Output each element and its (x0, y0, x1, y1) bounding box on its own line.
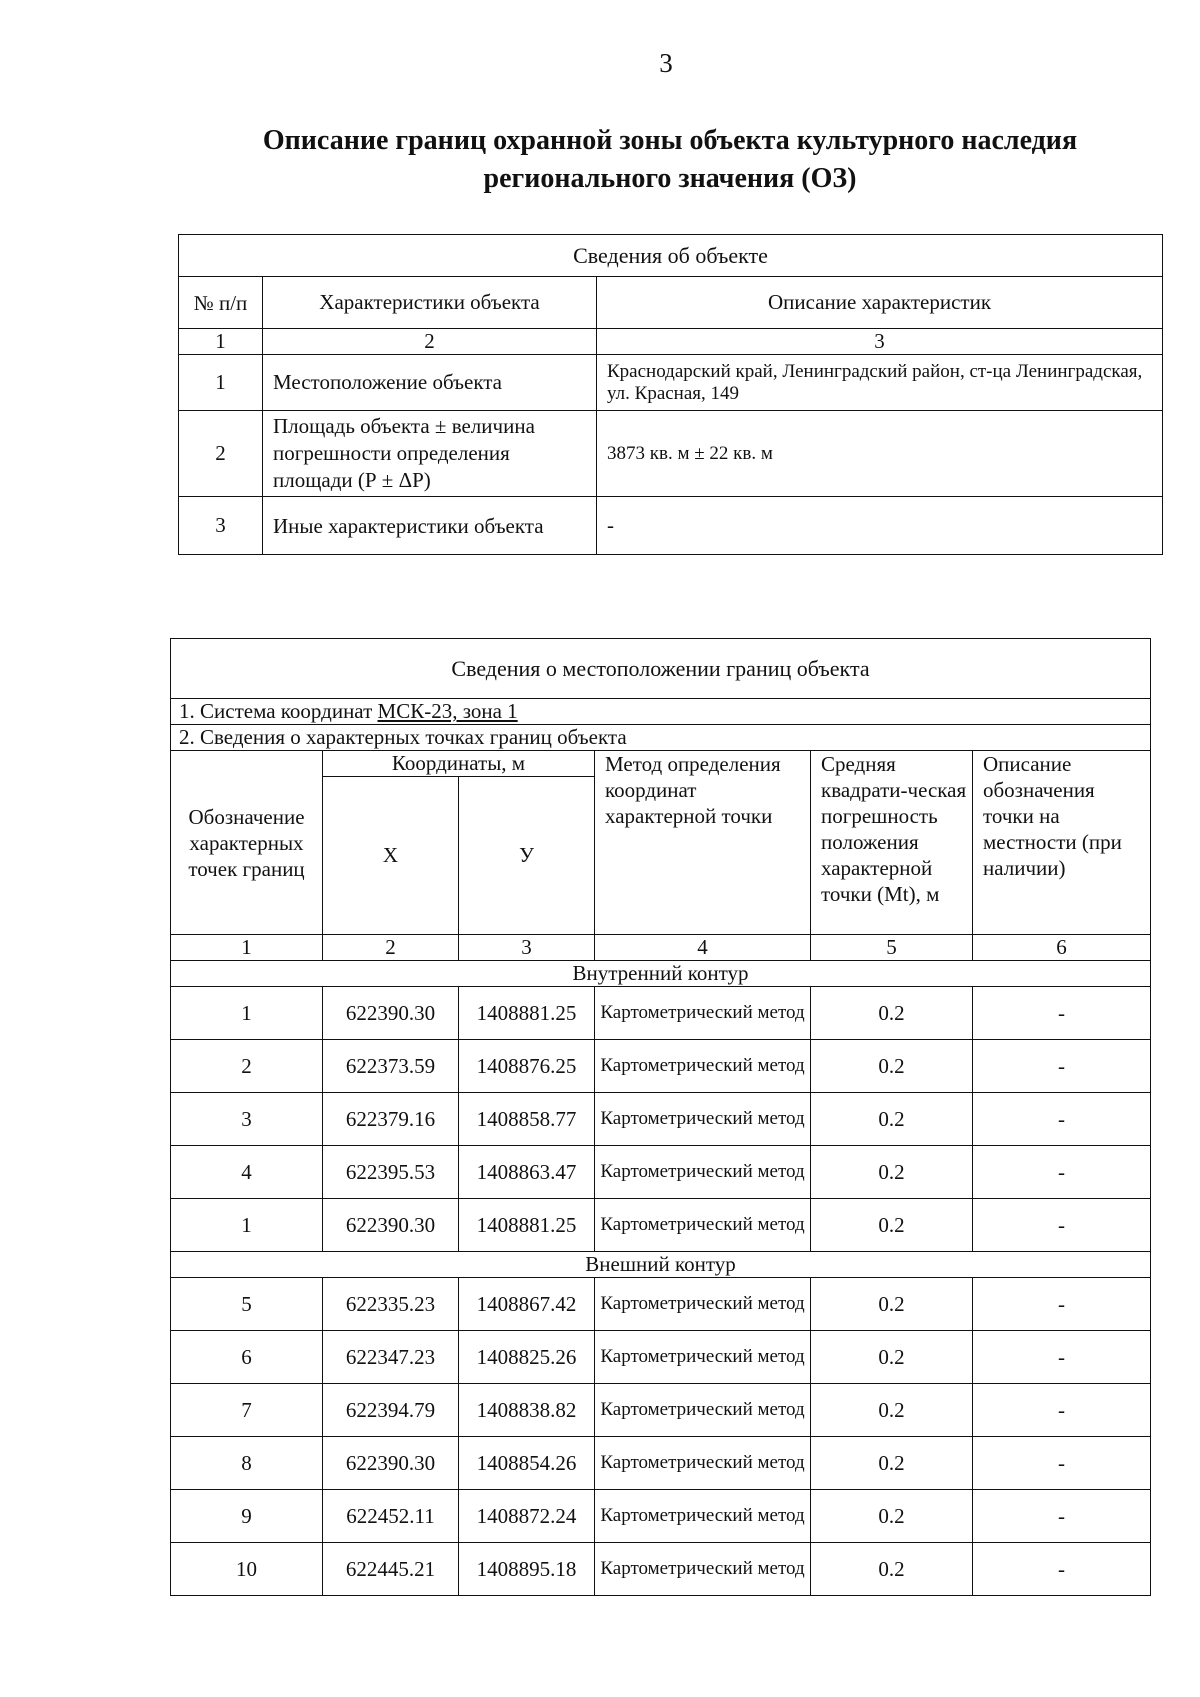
point-x: 622335.23 (323, 1278, 459, 1331)
header-y: У (459, 777, 595, 935)
header-desc: Описание характеристик (597, 277, 1163, 329)
point-method: Картометрический метод (595, 1384, 811, 1437)
row-desc: 3873 кв. м ± 22 кв. м (597, 411, 1163, 497)
point-y: 1408825.26 (459, 1331, 595, 1384)
col-number: 2 (263, 329, 597, 355)
table-row (171, 1278, 1151, 1331)
point-y: 1408863.47 (459, 1146, 595, 1199)
point-x: 622445.21 (323, 1543, 459, 1596)
point-method: Картометрический метод (595, 1040, 811, 1093)
header-coords: Координаты, м (323, 751, 595, 777)
point-x: 622373.59 (323, 1040, 459, 1093)
table-row (171, 1490, 1151, 1543)
row-char: Иные характеристики объекта (263, 497, 597, 555)
table-row (171, 1093, 1151, 1146)
col-number: 5 (811, 935, 973, 961)
point-id: 4 (171, 1146, 323, 1199)
point-desc: - (973, 1543, 1151, 1596)
object-info-section-title: Сведения об объекте (179, 235, 1163, 277)
point-desc: - (973, 1437, 1151, 1490)
point-y: 1408872.24 (459, 1490, 595, 1543)
point-method: Картометрический метод (595, 1093, 811, 1146)
coord-system-value: МСК-23, зона 1 (377, 699, 518, 723)
table-row (171, 1543, 1151, 1596)
point-method: Картометрический метод (595, 1278, 811, 1331)
row-num: 1 (179, 355, 263, 411)
point-desc: - (973, 1331, 1151, 1384)
point-id: 1 (171, 987, 323, 1040)
table-row (171, 1199, 1151, 1252)
point-desc: - (973, 1093, 1151, 1146)
boundary-points-table (170, 638, 1151, 1596)
table-row (179, 411, 1163, 497)
row-num: 3 (179, 497, 263, 555)
row-char: Площадь объекта ± величина погрешности определения площади (Р ± ΔР) (263, 411, 597, 497)
point-id: 6 (171, 1331, 323, 1384)
table-row (171, 1437, 1151, 1490)
col-number: 1 (171, 935, 323, 961)
point-error: 0.2 (811, 1384, 973, 1437)
contour-title: Внутренний контур (171, 961, 1151, 987)
point-x: 622390.30 (323, 1437, 459, 1490)
object-info-table (178, 234, 1163, 555)
page-title (170, 122, 1170, 198)
table-row (171, 1146, 1151, 1199)
header-num: № п/п (179, 277, 263, 329)
point-error: 0.2 (811, 1093, 973, 1146)
point-id: 10 (171, 1543, 323, 1596)
point-desc: - (973, 1146, 1151, 1199)
header-error: Средняя квадрати-ческая погрешность положения характерной точки (Mt), м (811, 751, 973, 935)
point-method: Картометрический метод (595, 1331, 811, 1384)
point-y: 1408858.77 (459, 1093, 595, 1146)
point-desc: - (973, 1040, 1151, 1093)
points-title: 2. Сведения о характерных точках границ объекта (171, 725, 1151, 751)
point-desc: - (973, 1490, 1151, 1543)
header-desc: Описание обозначения точки на местности (при наличии) (973, 751, 1151, 935)
col-number: 3 (459, 935, 595, 961)
point-method: Картометрический метод (595, 987, 811, 1040)
point-y: 1408854.26 (459, 1437, 595, 1490)
header-point: Обозначение характерных точек границ (171, 751, 323, 935)
point-id: 7 (171, 1384, 323, 1437)
point-method: Картометрический метод (595, 1146, 811, 1199)
point-error: 0.2 (811, 1437, 973, 1490)
point-error: 0.2 (811, 1490, 973, 1543)
point-desc: - (973, 1199, 1151, 1252)
row-desc: - (597, 497, 1163, 555)
point-id: 8 (171, 1437, 323, 1490)
row-num: 2 (179, 411, 263, 497)
table-row (179, 355, 1163, 411)
table-row (171, 1384, 1151, 1437)
title-line-2: регионального значения (ОЗ) (483, 163, 857, 194)
row-char: Местоположение объекта (263, 355, 597, 411)
point-id: 1 (171, 1199, 323, 1252)
point-error: 0.2 (811, 1199, 973, 1252)
col-number: 3 (597, 329, 1163, 355)
header-method: Метод определения координат характерной точки (595, 751, 811, 935)
col-number: 2 (323, 935, 459, 961)
point-y: 1408881.25 (459, 987, 595, 1040)
point-error: 0.2 (811, 987, 973, 1040)
title-line-1: Описание границ охранной зоны объекта культурного наследия (262, 125, 1078, 156)
point-id: 9 (171, 1490, 323, 1543)
page-number: 3 (659, 48, 673, 78)
header-x: X (323, 777, 459, 935)
point-desc: - (973, 1384, 1151, 1437)
point-x: 622347.23 (323, 1331, 459, 1384)
point-x: 622452.11 (323, 1490, 459, 1543)
point-y: 1408867.42 (459, 1278, 595, 1331)
coord-system (171, 699, 1151, 725)
point-id: 2 (171, 1040, 323, 1093)
point-y: 1408881.25 (459, 1199, 595, 1252)
point-error: 0.2 (811, 1331, 973, 1384)
point-method: Картометрический метод (595, 1199, 811, 1252)
point-x: 622394.79 (323, 1384, 459, 1437)
point-y: 1408895.18 (459, 1543, 595, 1596)
point-desc: - (973, 1278, 1151, 1331)
col-number: 6 (973, 935, 1151, 961)
point-y: 1408876.25 (459, 1040, 595, 1093)
point-error: 0.2 (811, 1543, 973, 1596)
coord-system-label: 1. Система координат (179, 699, 378, 723)
header-char: Характеристики объекта (263, 277, 597, 329)
col-number: 4 (595, 935, 811, 961)
point-x: 622379.16 (323, 1093, 459, 1146)
table-row (171, 1331, 1151, 1384)
point-y: 1408838.82 (459, 1384, 595, 1437)
point-error: 0.2 (811, 1278, 973, 1331)
point-desc: - (973, 987, 1151, 1040)
point-id: 5 (171, 1278, 323, 1331)
contour-title: Внешний контур (171, 1252, 1151, 1278)
point-x: 622390.30 (323, 987, 459, 1040)
point-method: Картометрический метод (595, 1543, 811, 1596)
table-row (171, 987, 1151, 1040)
col-number: 1 (179, 329, 263, 355)
point-x: 622395.53 (323, 1146, 459, 1199)
point-method: Картометрический метод (595, 1437, 811, 1490)
point-method: Картометрический метод (595, 1490, 811, 1543)
row-desc: Краснодарский край, Ленинградский район, ст-ца Ленинградская, ул. Красная, 149 (597, 355, 1163, 411)
table-row (171, 1040, 1151, 1093)
point-x: 622390.30 (323, 1199, 459, 1252)
point-error: 0.2 (811, 1040, 973, 1093)
location-section-title: Сведения о местоположении границ объекта (171, 639, 1151, 699)
point-error: 0.2 (811, 1146, 973, 1199)
point-id: 3 (171, 1093, 323, 1146)
table-row (179, 497, 1163, 555)
